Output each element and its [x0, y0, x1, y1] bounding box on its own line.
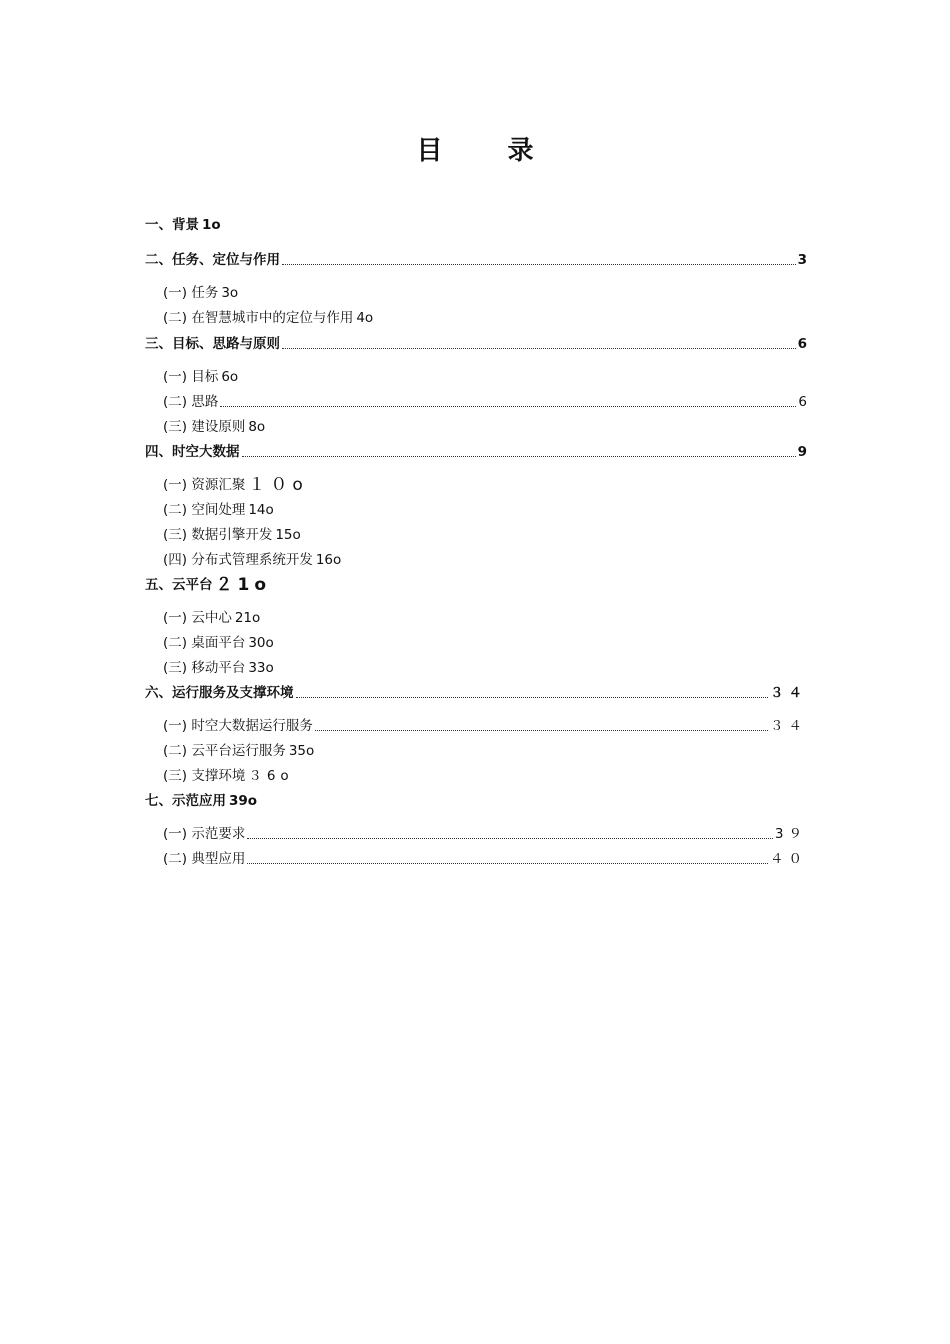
toc-entry-label: (一) 目标	[163, 369, 219, 385]
toc-page-number: 6	[797, 336, 807, 352]
toc-page-number: 33o	[248, 660, 274, 676]
toc-section-entry[interactable]	[163, 475, 807, 495]
toc-entry-label: 二、任务、定位与作用	[145, 252, 280, 268]
toc-entry-label: (三) 建设原则	[163, 419, 246, 435]
toc-chapter-entry[interactable]	[145, 334, 807, 354]
toc-entry-label: (一) 任务	[163, 285, 219, 301]
toc-section-entry[interactable]	[163, 308, 807, 328]
toc-section-entry[interactable]	[163, 367, 807, 387]
toc-entry-label: 六、运行服务及支撑环境	[145, 685, 294, 701]
toc-page-number: 6	[798, 394, 807, 410]
toc-entry-label: (四) 分布式管理系统开发	[163, 552, 313, 568]
toc-page-number: 8o	[248, 419, 266, 435]
toc-entry-label: (一) 资源汇聚	[163, 477, 246, 493]
toc-page-number: １０o	[248, 475, 308, 495]
toc-entry-label: (二) 典型应用	[163, 851, 246, 867]
toc-entry-label: (一) 时空大数据运行服务	[163, 718, 313, 734]
toc-page-number: ２1o	[215, 575, 272, 595]
toc-dot-leader	[242, 456, 796, 457]
toc-chapter-entry[interactable]	[145, 442, 807, 462]
toc-chapter-entry[interactable]	[145, 215, 807, 235]
toc-entry-label: (三) 数据引擎开发	[163, 527, 273, 543]
toc-section-entry[interactable]	[163, 658, 807, 678]
toc-entry-label: (二) 桌面平台	[163, 635, 246, 651]
toc-page-number: 3	[797, 252, 807, 268]
toc-dot-leader	[220, 406, 796, 407]
document-title: 目 录	[416, 136, 562, 166]
toc-entry-label: (二) 在智慧城市中的定位与作用	[163, 310, 354, 326]
toc-page-number: 14o	[248, 502, 274, 518]
toc-entry-label: (一) 云中心	[163, 610, 232, 626]
toc-page-number: 3o	[221, 285, 239, 301]
toc-entry-label: (二) 空间处理	[163, 502, 246, 518]
toc-entry-label: 七、示范应用	[145, 793, 226, 809]
toc-page-number: 15o	[275, 527, 301, 543]
toc-page-number: ４０	[770, 851, 807, 867]
toc-page-number: 9	[797, 444, 807, 460]
toc-dot-leader	[296, 697, 769, 698]
toc-chapter-entry[interactable]	[145, 683, 807, 703]
toc-page-number: 1o	[202, 217, 221, 233]
toc-page-number: 35o	[288, 743, 315, 759]
toc-entry-label: (三) 支撑环境	[163, 768, 246, 784]
toc-section-entry[interactable]	[163, 283, 807, 303]
toc-section-entry[interactable]	[163, 417, 807, 437]
toc-page-number: ３４	[770, 685, 807, 701]
toc-entry-label: (二) 云平台运行服务	[163, 743, 286, 759]
toc-entry-label: (二) 思路	[163, 394, 219, 410]
toc-page-number: 3９	[774, 826, 807, 842]
toc-page-number: ３４	[770, 718, 807, 734]
toc-section-entry[interactable]	[163, 766, 807, 786]
toc-section-entry[interactable]	[163, 849, 807, 869]
toc-page-number: 21o	[234, 610, 261, 626]
toc-chapter-entry[interactable]	[145, 791, 807, 811]
toc-section-entry[interactable]	[163, 824, 807, 844]
toc-dot-leader	[282, 348, 796, 349]
toc-page-number: 30o	[248, 635, 274, 651]
toc-entry-label: 五、云平台	[145, 577, 213, 593]
toc-page-number: 39o	[229, 793, 258, 809]
toc-section-entry[interactable]	[163, 633, 807, 653]
toc-section-entry[interactable]	[163, 550, 807, 570]
toc-page-number: 6o	[221, 369, 239, 385]
toc-section-entry[interactable]	[163, 608, 807, 628]
toc-entry-label: 三、目标、思路与原则	[145, 336, 280, 352]
toc-page-number: 16o	[315, 552, 342, 568]
toc-dot-leader	[315, 730, 768, 731]
toc-section-entry[interactable]	[163, 525, 807, 545]
toc-section-entry[interactable]	[163, 716, 807, 736]
toc-chapter-entry[interactable]	[145, 250, 807, 270]
toc-entry-label: (一) 示范要求	[163, 826, 246, 842]
toc-dot-leader	[247, 838, 773, 839]
toc-entry-label: 一、背景	[145, 217, 199, 233]
toc-dot-leader	[247, 863, 768, 864]
toc-section-entry[interactable]	[163, 392, 807, 412]
toc-dot-leader	[282, 264, 796, 265]
toc-section-entry[interactable]	[163, 741, 807, 761]
toc-page-number: ３6o	[248, 768, 294, 784]
toc-page-number: 4o	[356, 310, 374, 326]
toc-chapter-entry[interactable]	[145, 575, 807, 595]
toc-section-entry[interactable]	[163, 500, 807, 520]
toc-entry-label: (三) 移动平台	[163, 660, 246, 676]
toc-entry-label: 四、时空大数据	[145, 444, 240, 460]
